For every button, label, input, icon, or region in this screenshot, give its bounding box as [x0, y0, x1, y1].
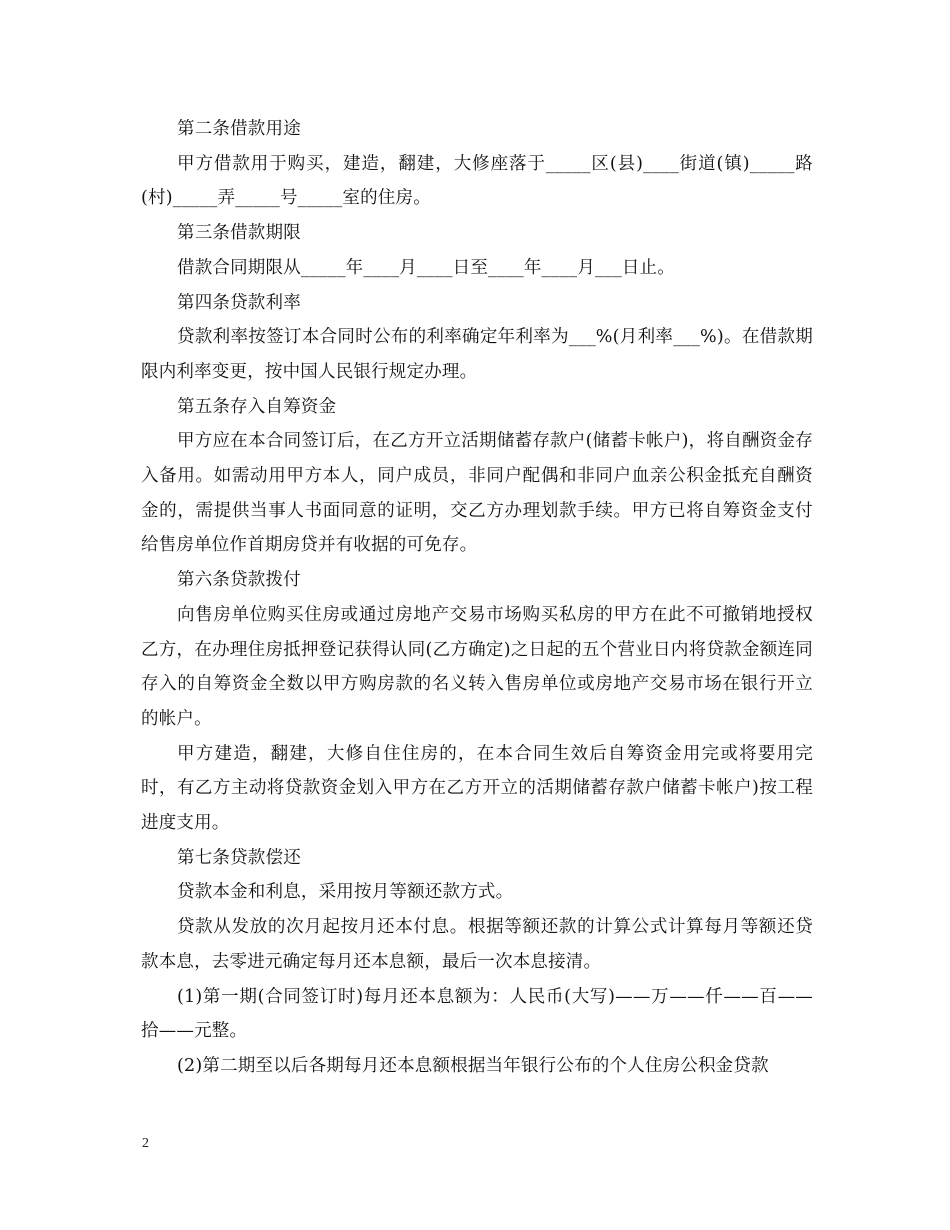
article-heading-4: 第四条贷款利率	[177, 292, 301, 313]
article-body-2: 甲方借款用于购买，建造，翻建，大修座落于_____区(县)____街道(镇)_____路(村)_____弄_____号_____室的住房。	[141, 153, 813, 209]
article-body-3: 借款合同期限从_____年____月____日至____年____月___日止。	[177, 257, 675, 278]
article-body-7b: 贷款从发放的次月起按月还本付息。根据等额还款的计算公式计算每月等额还贷款本息，去零进元确定每月还本息额，最后一次本息接清。	[141, 917, 813, 972]
article-heading-3: 第三条借款期限	[177, 223, 301, 244]
article-heading-7: 第七条贷款偿还	[177, 847, 301, 868]
document-body	[141, 112, 813, 1084]
page-number: 2	[142, 1136, 149, 1151]
article-heading-6: 第六条贷款拨付	[177, 570, 301, 591]
article-body-4: 贷款利率按签订本合同时公布的利率确定年利率为___%(月利率___%)。在借款期限内利率变更，按中国人民银行规定办理。	[141, 327, 813, 382]
article-body-7a: 贷款本金和利息，采用按月等额还款方式。	[177, 882, 514, 903]
article-body-7d: (2)第二期至以后各期每月还本息额根据当年银行公布的个人住房公积金贷款	[177, 1055, 769, 1076]
article-body-7c: (1)第一期(合同签订时)每月还本息额为：人民币(大写)——万——仟——百——拾——元整。	[141, 986, 813, 1042]
article-body-6a: 向售房单位购买住房或通过房地产交易市场购买私房的甲方在此不可撤销地授权乙方，在办理住房抵押登记获得认同(乙方确定)之日起的五个营业日内将贷款金额连同存入的自筹资金全数以甲方购房款的名义转入售房单位或房地产交易市场在银行开立的帐户。	[141, 604, 813, 729]
article-heading-2: 第二条借款用途	[177, 119, 301, 139]
article-body-6b: 甲方建造，翻建，大修自住住房的，在本合同生效后自筹资金用完或将要用完时，有乙方主动将贷款资金划入甲方在乙方开立的活期储蓄存款户储蓄卡帐户)按工程进度支用。	[141, 743, 813, 834]
article-body-5: 甲方应在本合同签订后，在乙方开立活期储蓄存款户(储蓄卡帐户)，将自酬资金存入备用。如需动用甲方本人，同户成员，非同户配偶和非同户血亲公积金抵充自酬资金的，需提供当事人书面同意的证明，交乙方办理划款手续。甲方已将自筹资金支付给售房单位作首期房贷并有收据的可免存。	[141, 431, 813, 556]
article-heading-5: 第五条存入自筹资金	[177, 396, 337, 417]
